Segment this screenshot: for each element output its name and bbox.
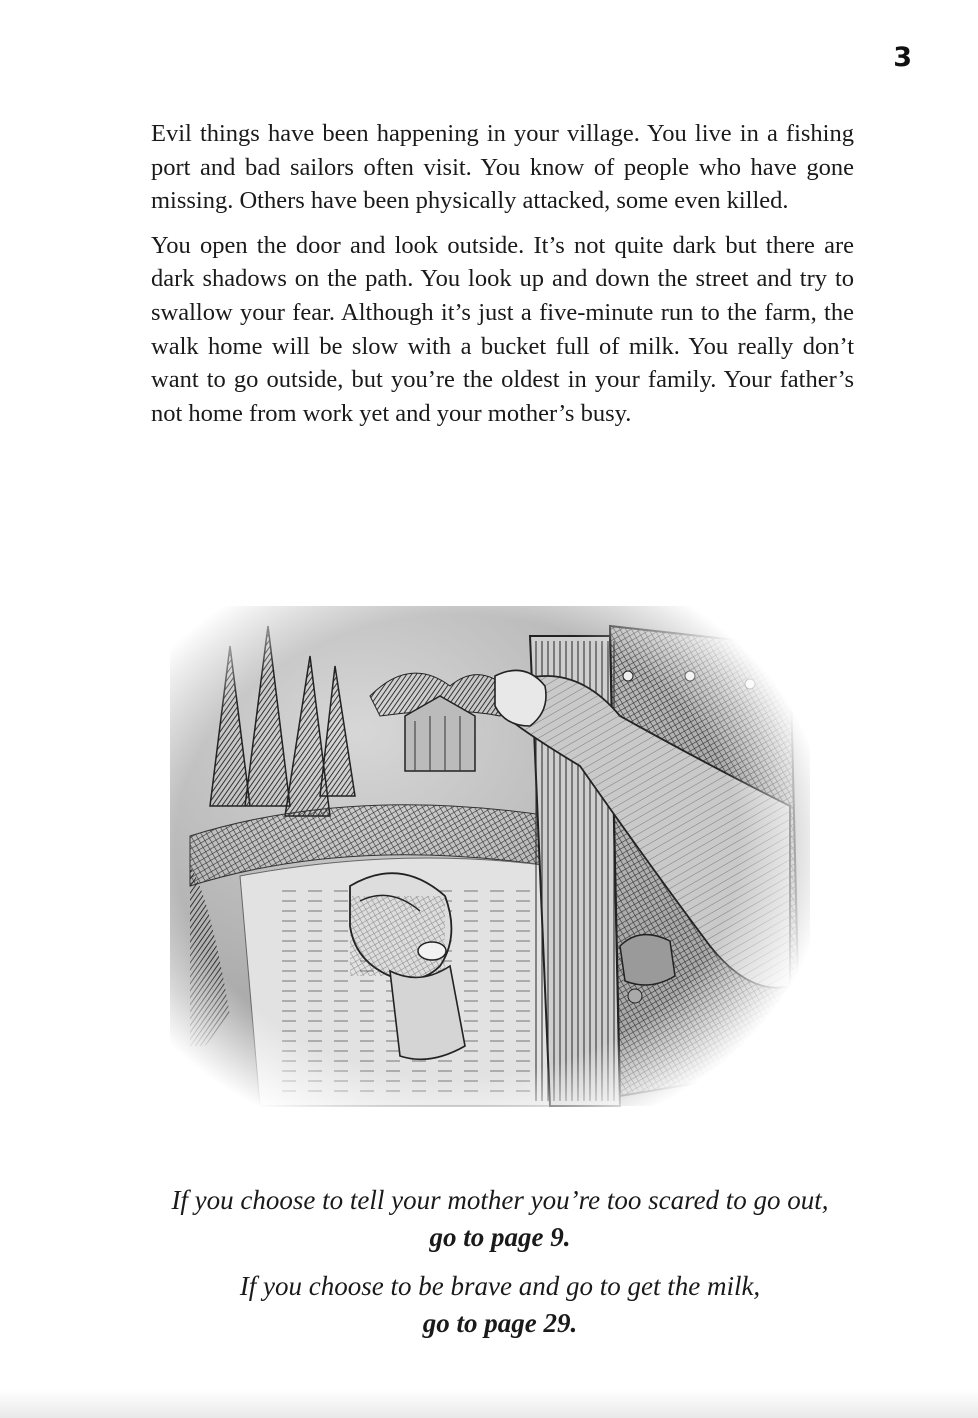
choice-1-go-page[interactable]: go to page 9. bbox=[429, 1222, 571, 1252]
choices bbox=[100, 1182, 900, 1354]
story-paragraph-1: Evil things have been happening in your village. You live in a fishing port and bad sailors often visit. You know of people who have gone missing. Others have been physically attacked, some even killed. bbox=[151, 120, 854, 215]
page-number: 3 bbox=[893, 42, 912, 73]
door-illustration bbox=[150, 566, 832, 1126]
choice-2-text: If you choose to be brave and go to get the milk, bbox=[239, 1271, 761, 1301]
choice-1 bbox=[100, 1182, 900, 1256]
page-bottom-edge bbox=[0, 1390, 978, 1418]
story-paragraph-2: You open the door and look outside. It’s not quite dark but there are dark shadows on the path. You look up and down the street and try to swallow your fear. Although it’s just a five-minute run to the farm, the walk home will be slow with a bucket full of milk. You really don’t want to go outside, but you’re the oldest in your family. Your father’s not home from work yet and your mother’s busy. bbox=[151, 231, 854, 427]
choice-2 bbox=[100, 1268, 900, 1342]
story-text bbox=[151, 117, 854, 441]
choice-1-text: If you choose to tell your mother you’re too scared to go out, bbox=[171, 1185, 829, 1215]
choice-2-go-page[interactable]: go to page 29. bbox=[422, 1308, 578, 1338]
